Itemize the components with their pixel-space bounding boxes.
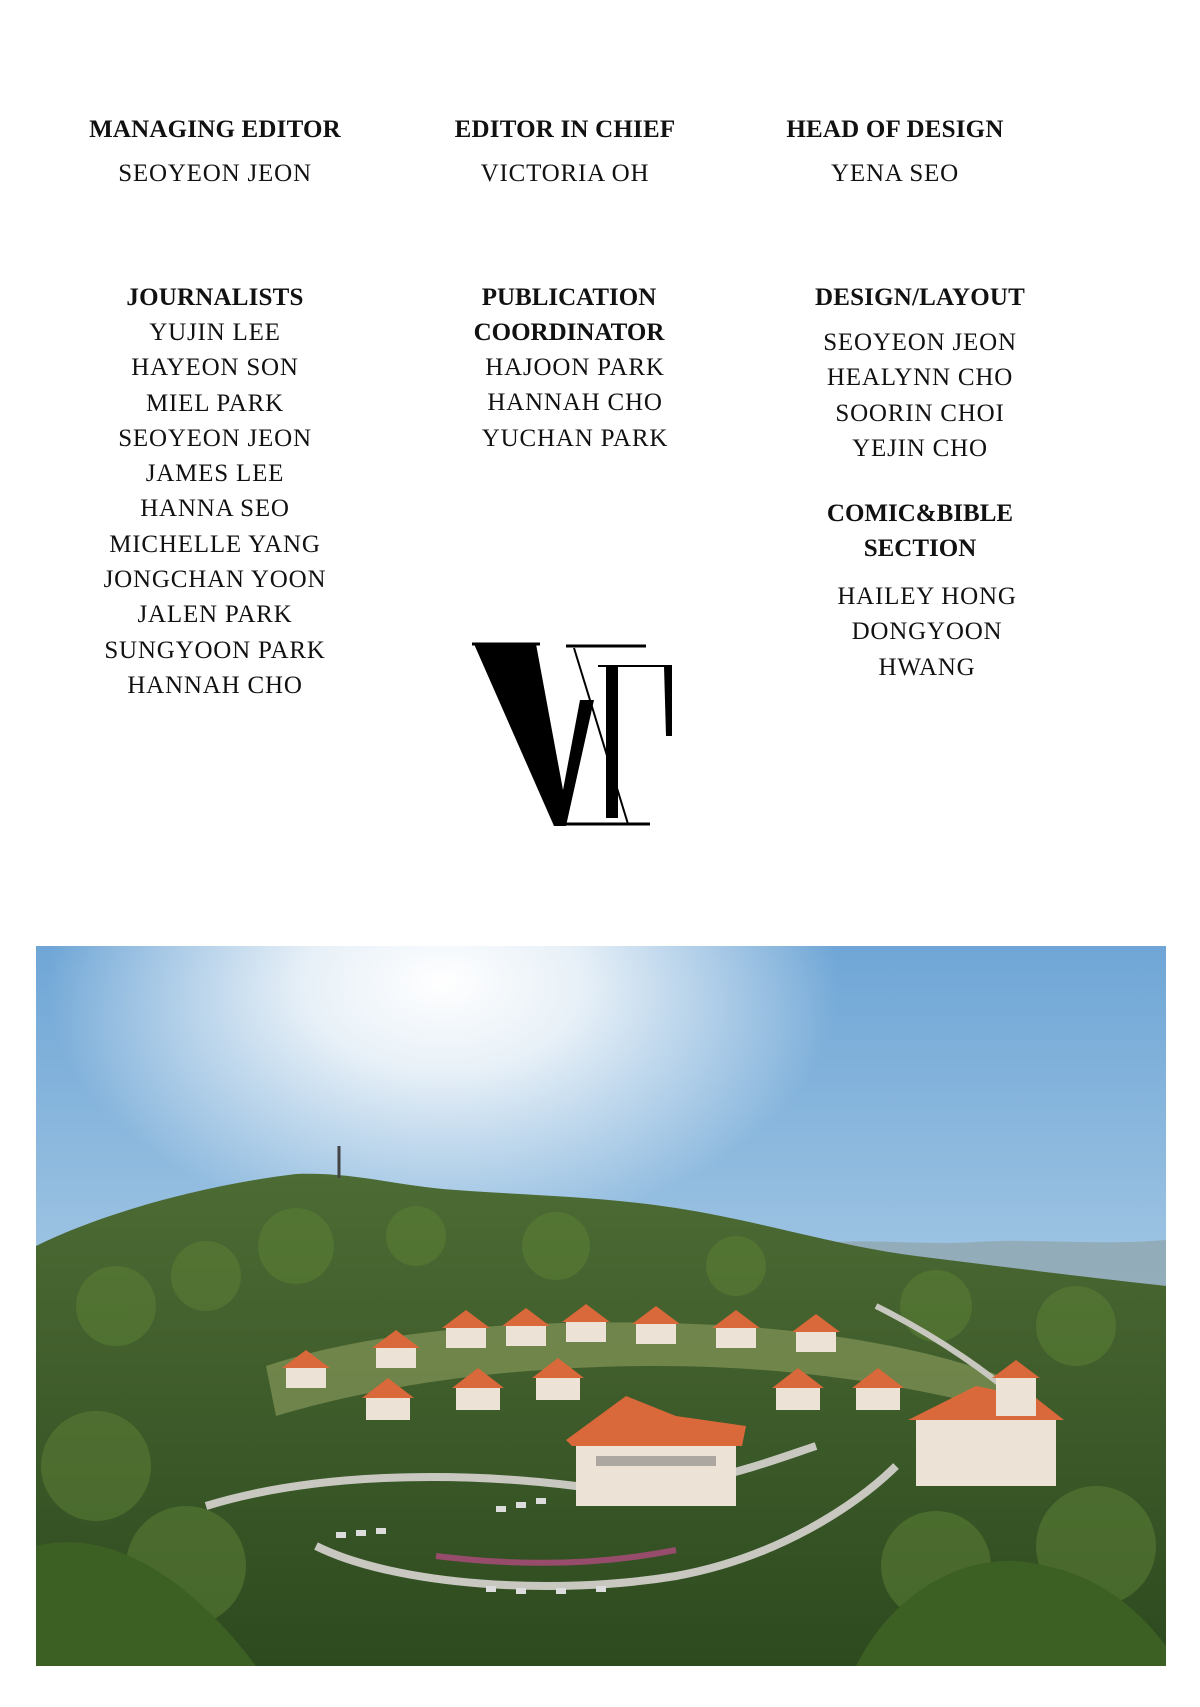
publication-coordinator-heading: PUBLICATION COORDINATOR: [473, 284, 665, 346]
design-layout-name: SOORIN CHOI: [835, 399, 1005, 427]
design-layout-name: YEJIN CHO: [852, 434, 988, 462]
campus-aerial-photo: [36, 946, 1166, 1666]
comic-bible-name: HAILEY HONG: [837, 583, 1017, 610]
coordinator-name: HAJOON PARK: [485, 354, 665, 381]
comic-bible-list: [789, 579, 1065, 685]
vt-logo: [470, 640, 680, 830]
comic-bible-name: DONGYOON HWANG: [851, 618, 1003, 681]
journalist-name: JONGCHAN YOON: [103, 566, 327, 594]
head-of-design-block: [750, 112, 1040, 191]
journalist-name: HAYEON SON: [131, 354, 299, 382]
journalist-name: SUNGYOON PARK: [104, 636, 326, 664]
journalists-heading: JOURNALISTS: [126, 284, 304, 311]
publication-coordinator-block: [430, 280, 720, 456]
design-layout-list: [775, 325, 1065, 466]
managing-editor-block: [70, 112, 360, 191]
editor-in-chief-heading: EDITOR IN CHIEF: [454, 116, 676, 143]
coordinator-name: YUCHAN PARK: [481, 424, 669, 452]
journalist-name: YUJIN LEE: [149, 319, 281, 346]
managing-editor-heading: MANAGING EDITOR: [89, 116, 341, 143]
journalist-name: HANNAH CHO: [127, 671, 303, 699]
journalist-name: MIEL PARK: [145, 389, 284, 417]
editor-in-chief-block: [420, 112, 710, 191]
head-of-design-heading: HEAD OF DESIGN: [786, 116, 1004, 143]
design-layout-block: [775, 280, 1065, 466]
journalist-name: HANNA SEO: [140, 495, 290, 523]
design-layout-heading: DESIGN/LAYOUT: [814, 284, 1026, 311]
campus-photo-image: [36, 946, 1166, 1666]
journalist-name: JALEN PARK: [137, 601, 293, 629]
journalists-block: [70, 280, 360, 703]
journalist-name: MICHELLE YANG: [109, 530, 321, 558]
managing-editor-name: SEOYEON JEON: [118, 160, 312, 187]
coordinator-name: HANNAH CHO: [487, 389, 663, 417]
editor-in-chief-name: VICTORIA OH: [480, 160, 650, 187]
head-of-design-name: YENA SEO: [831, 160, 959, 187]
design-layout-name: SEOYEON JEON: [823, 329, 1017, 356]
vt-monogram-icon: [470, 640, 680, 830]
journalist-name: JAMES LEE: [145, 460, 285, 488]
publication-coordinator-list: [430, 350, 720, 456]
design-layout-name: HEALYNN CHO: [826, 364, 1014, 392]
comic-bible-heading: COMIC&BIBLE SECTION: [826, 500, 1014, 562]
comic-bible-block: [775, 496, 1065, 685]
journalists-list: [70, 315, 360, 703]
journalist-name: SEOYEON JEON: [118, 424, 312, 452]
